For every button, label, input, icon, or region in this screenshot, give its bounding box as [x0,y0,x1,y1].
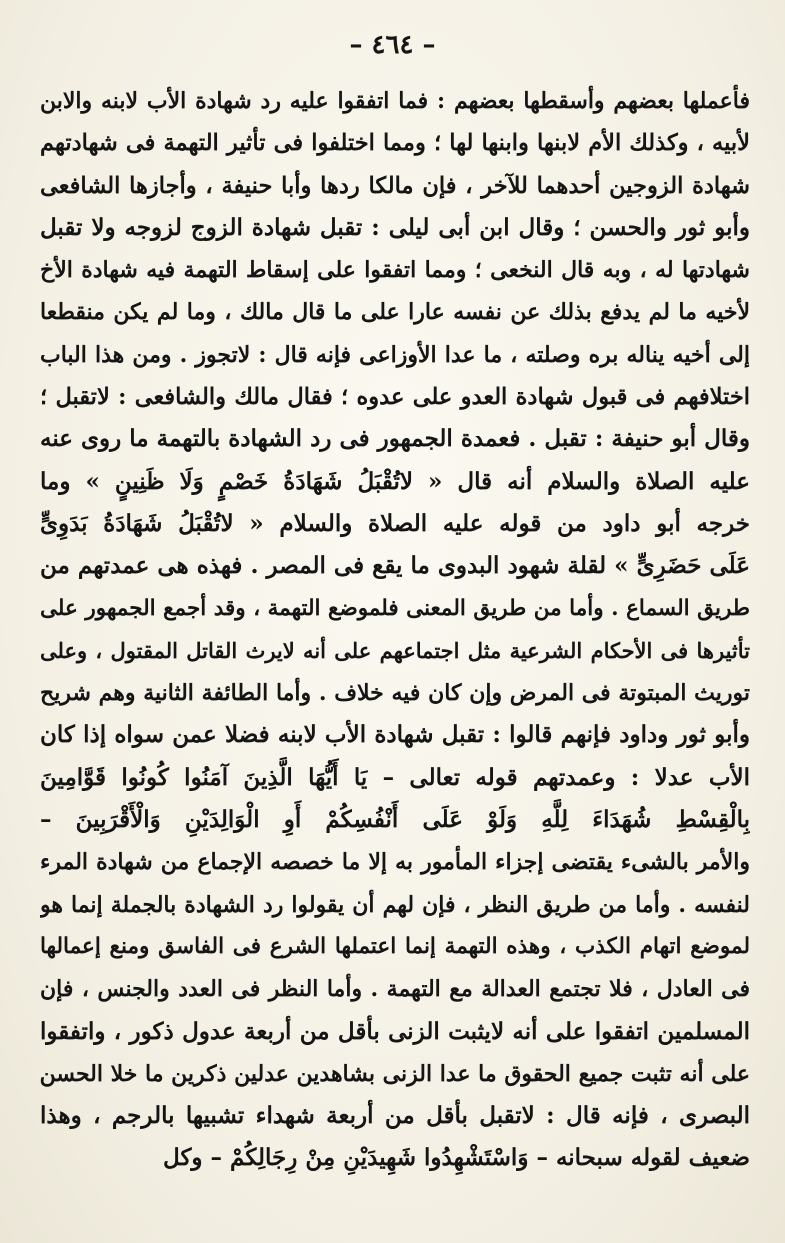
text-line: المسلمين اتفقوا على أنه لايثبت الزنى بأقل من أربعة عدول ذكور ، واتفقوا [40,1017,750,1045]
text-line: وأبو ثور وداود فإنهم قالوا : تقبل شهادة الأب لابنه فضلا عمن سواه إذا كان [40,721,750,749]
text-line: وقال أبو حنيفة : تقبل . فعمدة الجمهور فى رد الشهادة بالتهمة ما روى عنه [40,425,750,453]
text-line: توريث المبتوتة فى المرض وإن كان فيه خلاف . وأما الطائفة الثانية وهم شريح [40,680,750,707]
text-line: ضعيف لقوله سبحانه – وَاسْتَشْهِدُوا شَهِيدَيْنِ مِنْ رِجَالِكُمْ – وكل [163,1144,750,1172]
text-line: عَلَى حَضَرِىٍّ » لقلة شهود البدوى ما يقع فى المصر . فهذه هى عمدتهم من [40,552,750,580]
text-line: على أنه تثبت جميع الحقوق ما عدا الزنى بشاهدين عدلين ذكرين ما خلا الحسن [40,1060,750,1087]
text-line: طريق السماع . وأما من طريق المعنى فلموضع التهمة ، وقد أجمع الجمهور على [40,595,750,621]
text-line: والأمر بالشىء يقتضى إجزاء المأمور به إلا ما خصصه الإجماع من شهادة المرء [40,849,750,876]
page-number: – ٤٦٤ – [349,30,436,60]
text-line: شهادتها له ، وبه قال النخعى ؛ ومما اتفقوا على إسقاط التهمة فيه شهادة الأخ [40,257,750,284]
text-line: عليه الصلاة والسلام أنه قال « لاتُقْبَلُ شَهَادَةُ خَصْمٍ وَلَا ظَنِينٍ » وما [40,467,750,495]
text-line: الأب عدلا : وعمدتهم قوله تعالى – يَا أَيُّهَا الَّذِينَ آمَنُوا كُونُوا قَوَّامِينَ [40,763,750,791]
text-line: تأثيرها فى الأحكام الشرعية مثل اجتماعهم على أنه لايرث القاتل المقتول ، وعلى [40,637,750,663]
text-line: لنفسه . وأما من طريق النظر ، فإن لهم أن يقولوا رد الشهادة بالجملة إنما هو [40,891,750,918]
text-line: فى العادل ، فلا تجتمع العدالة مع التهمة . وأما النظر فى العدد والجنس ، فإن [40,976,750,1003]
body-text [40,80,750,1180]
text-line: لأخيه ما لم يدفع بذلك عن نفسه عارا على ما قال مالك ، وما لم يكن منقطعا [40,299,750,326]
text-line: اختلافهم فى قبول شهادة العدو على عدوه ؛ فقال مالك والشافعى : لاتقبل ؛ [40,384,750,411]
text-line: لموضع اتهام الكذب ، وهذه التهمة إنما اعتملها الشرع فى الفاسق ومنع إعمالها [40,933,750,959]
text-line: خرجه أبو داود من قوله عليه الصلاة والسلام « لاتُقْبَلُ شَهَادَةُ بَدَوِىٍّ [40,509,750,537]
text-line: إلى أخيه يناله بره وصلته ، ما عدا الأوزاعى فإنه قال : لاتجوز . ومن هذا الباب [40,341,750,368]
text-line: شهادة الزوجين أحدهما للآخر ، فإن مالكا ردها وأبا حنيفة ، وأجازها الشافعى [40,172,750,199]
text-line: فأعملها بعضهم وأسقطها بعضهم : فما اتفقوا عليه رد شهادة الأب لابنه والابن [40,88,750,114]
text-line: لأبيه ، وكذلك الأم لابنها وابنها لها ؛ ومما اختلفوا فى تأثير التهمة فى شهادتهم [40,130,750,157]
text-line: البصرى ، فإنه قال : لاتقبل بأقل من أربعة شهداء تشبيها بالرجم ، وهذا [40,1102,750,1130]
text-line: وأبو ثور والحسن ؛ وقال ابن أبى ليلى : تقبل شهادة الزوج لزوجه ولا تقبل [40,213,750,241]
text-line: بِالْقِسْطِ شُهَدَاءَ لِلَّهِ وَلَوْ عَلَى أَنْفُسِكُمْ أَوِ الْوَالِدَيْنِ وَالْأَقْرَبِينَ – [40,806,750,834]
